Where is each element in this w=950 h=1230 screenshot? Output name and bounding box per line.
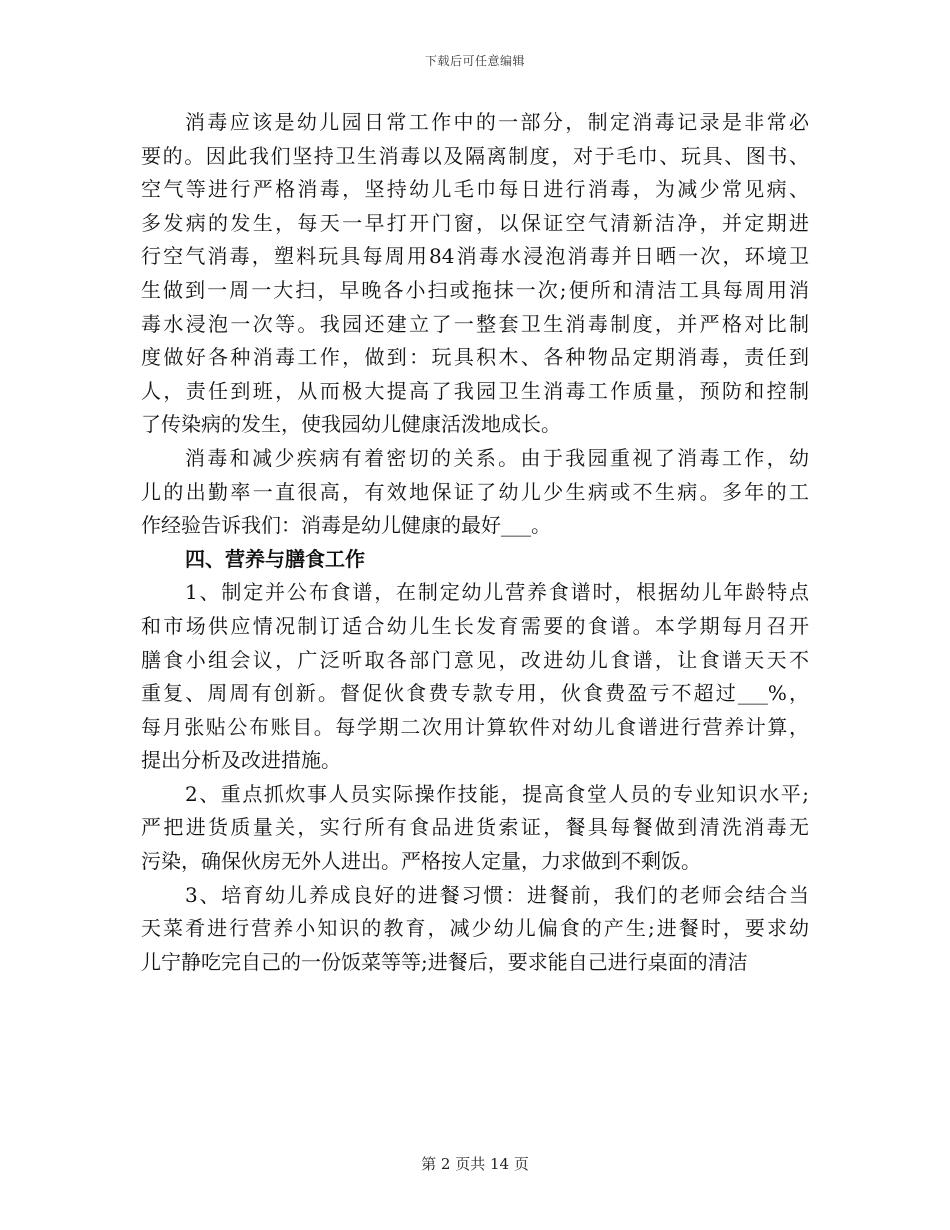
paragraph-line: 多发病的发生，每天一早打开门窗，以保证空气清新洁净，并定期进 [141, 210, 809, 235]
paragraph-line: 严把进货质量关，实行所有食品进货索证，餐具每餐做到清洗消毒无 [141, 815, 809, 840]
paragraph-line: 生做到一周一大扫，早晚各小扫或拖抹一次;便所和清洁工具每周用消 [141, 277, 809, 302]
paragraph-line: 了传染病的发生，使我园幼儿健康活泼地成长。 [141, 412, 561, 437]
paragraph-line: 作经验告诉我们：消毒是幼儿健康的最好___。 [141, 513, 551, 538]
paragraph-line: 毒水浸泡一次等。我园还建立了一整套卫生消毒制度，并严格对比制 [141, 311, 809, 336]
paragraph-disinfection-disease [141, 442, 809, 543]
page-footer: 第 2 页共 14 页 [421, 1155, 529, 1173]
document-body [141, 106, 809, 979]
paragraph-line: 和市场供应情况制订适合幼儿生长发育需要的食谱。本学期每月召开 [141, 613, 809, 638]
paragraph-line: 行空气消毒，塑料玩具每周用84消毒水浸泡消毒并日晒一次，环境卫 [141, 244, 809, 269]
paragraph-line: 人，责任到班，从而极大提高了我园卫生消毒工作质量，预防和控制 [141, 378, 809, 403]
paragraph-line: 1、制定并公布食谱，在制定幼儿营养食谱时，根据幼儿年龄特点 [185, 580, 809, 605]
paragraph-line: 提出分析及改进措施。 [141, 748, 341, 773]
page-header: 下载后可任意编辑 [424, 54, 525, 68]
paragraph-disinfection-records [141, 106, 809, 442]
paragraph-line: 污染，确保伙房无外人进出。严格按人定量，力求做到不剩饭。 [141, 849, 701, 874]
paragraph-line: 儿的出勤率一直很高，有效地保证了幼儿少生病或不生病。多年的工 [141, 479, 809, 504]
paragraph-line: 天菜肴进行营养小知识的教育，减少幼儿偏食的产生;进餐时，要求幼 [141, 916, 809, 941]
paragraph-item-3-eating-habits [141, 879, 809, 980]
paragraph-line: 每月张贴公布账目。每学期二次用计算软件对幼儿食谱进行营养计算， [141, 714, 809, 739]
paragraph-item-1-menu [141, 576, 809, 778]
paragraph-line: 空气等进行严格消毒，坚持幼儿毛巾每日进行消毒，为减少常见病、 [141, 177, 809, 202]
paragraph-line: 重复、周周有创新。督促伙食费专款专用，伙食费盈亏不超过___%， [141, 681, 809, 706]
paragraph-line: 膳食小组会议，广泛听取各部门意见，改进幼儿食谱，让食谱天天不 [141, 647, 809, 672]
paragraph-line: 要的。因此我们坚持卫生消毒以及隔离制度，对于毛巾、玩具、图书、 [141, 143, 809, 168]
paragraph-line: 3、培育幼儿养成良好的进餐习惯：进餐前，我们的老师会结合当 [185, 882, 809, 907]
paragraph-item-2-kitchen-staff [141, 778, 809, 879]
paragraph-line: 消毒和减少疾病有着密切的关系。由于我园重视了消毒工作，幼 [185, 445, 809, 470]
paragraph-line: 度做好各种消毒工作，做到：玩具积木、各种物品定期消毒，责任到 [141, 345, 809, 370]
paragraph-line: 消毒应该是幼儿园日常工作中的一部分，制定消毒记录是非常必 [185, 110, 809, 134]
section-heading-nutrition: 四、营养与膳食工作 [185, 546, 365, 571]
paragraph-line: 2、重点抓炊事人员实际操作技能，提高食堂人员的专业知识水平; [185, 781, 809, 806]
paragraph-line: 儿宁静吃完自己的一份饭菜等等;进餐后，要求能自己进行桌面的清洁 [141, 949, 748, 974]
